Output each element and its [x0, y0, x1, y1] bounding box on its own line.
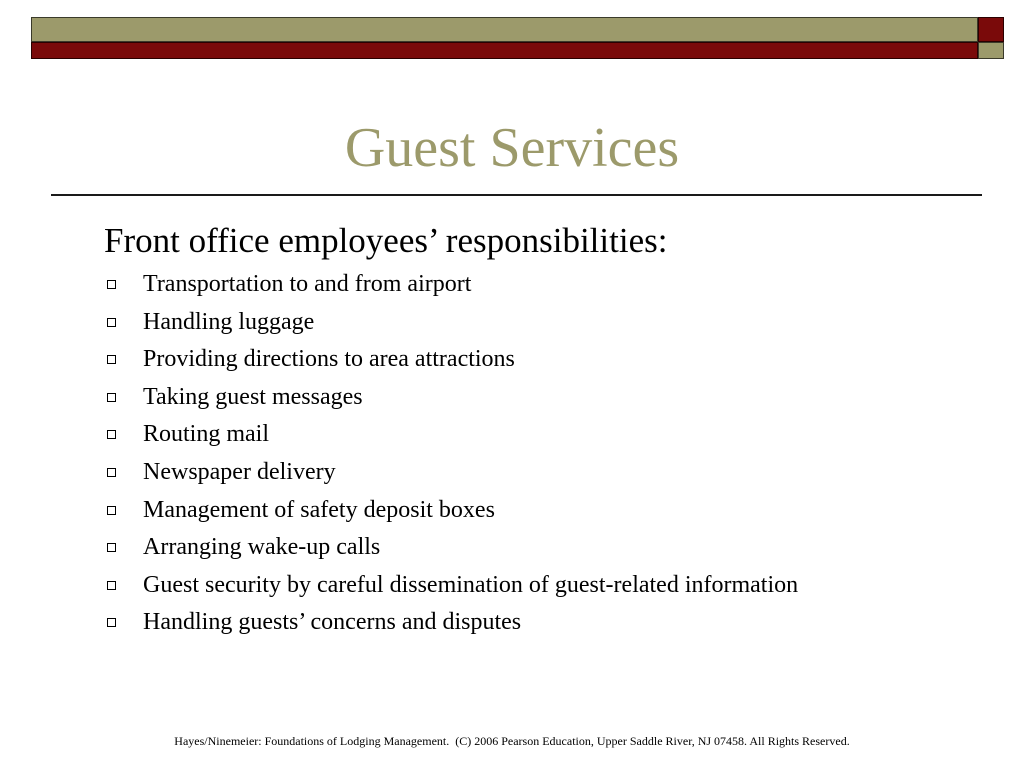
header-band-olive — [31, 17, 978, 42]
bullet-text: Transportation to and from airport — [143, 271, 472, 297]
header-band-red — [31, 42, 978, 59]
bullet-text: Routing mail — [143, 421, 269, 448]
header-square-red — [978, 17, 1004, 42]
bullet-text: Management of safety deposit boxes — [143, 496, 495, 523]
hollow-square-bullet-icon — [107, 318, 116, 327]
hollow-square-bullet-icon — [107, 506, 116, 515]
hollow-square-bullet-icon — [107, 393, 116, 402]
hollow-square-bullet-icon — [107, 543, 116, 552]
title-divider — [51, 194, 982, 196]
slide-heading: Front office employees’ responsibilities: — [104, 221, 668, 260]
hollow-square-bullet-icon — [107, 430, 116, 439]
bullet-text: Taking guest messages — [143, 383, 363, 410]
hollow-square-bullet-icon — [107, 581, 116, 590]
bullet-text: Newspaper delivery — [143, 458, 336, 485]
copyright-footer: Hayes/Ninemeier: Foundations of Lodging Management. (C) 2006 Pearson Education, Upper Saddle River, NJ 07458. All Rights Reserved. — [174, 734, 850, 748]
bullet-text: Guest security by careful dissemination of guest-related information — [143, 571, 799, 598]
bullet-text: Arranging wake-up calls — [143, 534, 381, 561]
hollow-square-bullet-icon — [107, 618, 116, 627]
hollow-square-bullet-icon — [107, 355, 116, 364]
bullet-text: Providing directions to area attractions — [143, 346, 515, 373]
slide-title: Guest Services — [344, 117, 680, 179]
hollow-square-bullet-icon — [107, 468, 116, 477]
bullet-text: Handling luggage — [143, 308, 315, 335]
header-square-olive — [978, 42, 1004, 59]
hollow-square-bullet-icon — [107, 280, 116, 289]
bullet-text: Handling guests’ concerns and disputes — [143, 609, 522, 636]
